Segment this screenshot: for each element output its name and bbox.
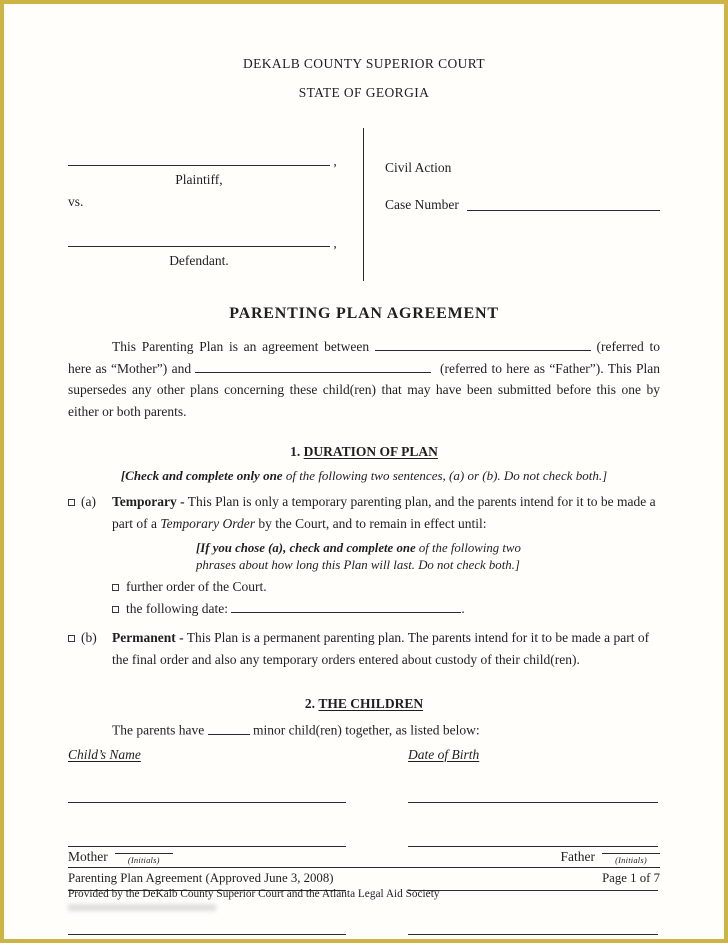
- child-dob-field[interactable]: [408, 921, 658, 935]
- father-initials-group: [561, 840, 661, 865]
- section1-number: 1.: [290, 444, 301, 459]
- option-b-label: (b): [81, 630, 97, 645]
- children-count-sentence: [68, 721, 660, 739]
- caption-case-info: [364, 128, 660, 281]
- court-name: DEKALB COUNTY SUPERIOR COURT: [242, 56, 486, 71]
- section1-title: DURATION OF PLAN: [303, 444, 438, 459]
- note-bold: [If you chose (a), check and complete one: [196, 541, 416, 555]
- section1-instruction: [68, 468, 660, 484]
- option-a-label: (a): [81, 494, 96, 509]
- children-count-field[interactable]: [208, 721, 250, 735]
- sub-option-date: [112, 598, 660, 620]
- comma: ,: [333, 153, 337, 169]
- intro-paragraph: [68, 336, 660, 422]
- option-a-text-2: by the Court, and to remain in effect until:: [255, 516, 487, 531]
- date-period: .: [461, 601, 465, 616]
- temporary-order-emphasis: Temporary Order: [160, 516, 255, 531]
- children-table-headers: [68, 747, 660, 763]
- defendant-name-line: [68, 234, 363, 252]
- page-content: [68, 4, 660, 939]
- date-checkbox[interactable]: [112, 606, 119, 613]
- child-dob-field[interactable]: [408, 789, 658, 803]
- date-label: the following date:: [126, 601, 228, 616]
- comma: ,: [333, 235, 337, 250]
- watermark: [68, 904, 216, 911]
- plaintiff-name-field[interactable]: [68, 152, 330, 166]
- intro-text-3: (referred to here as “Father”). This Plan supersedes any other plans concerning these child(ren) that may have been submitted before this one by either or both parents.: [68, 360, 661, 419]
- date-of-birth-header: Date of Birth: [408, 746, 480, 762]
- state-name: STATE OF GEORGIA: [298, 85, 430, 100]
- instruction-bold: [Check and complete only one: [120, 468, 283, 483]
- father-initials-field[interactable]: [602, 840, 660, 854]
- doc-title-footer: Parenting Plan Agreement (Approved June 3, 2008): [68, 871, 334, 885]
- further-order-label: further order of the Court.: [126, 579, 267, 594]
- mother-initials-group: [68, 840, 173, 865]
- case-caption: [68, 128, 660, 281]
- instruction-rest: of the following two sentences, (a) or (b). Do not check both.]: [282, 468, 608, 483]
- civil-action-label: Civil Action: [385, 160, 452, 175]
- mother-name-field[interactable]: [375, 338, 591, 352]
- option-b-block: [68, 627, 660, 671]
- vs-label: vs.: [68, 193, 84, 209]
- intro-text-1: This Parenting Plan is an agreement between: [112, 339, 370, 354]
- case-number-field[interactable]: [467, 197, 660, 211]
- case-number-label: Case Number: [385, 197, 459, 212]
- father-initials-block: [602, 840, 660, 865]
- child-name-field[interactable]: [68, 921, 346, 935]
- date-field[interactable]: [231, 600, 461, 614]
- initials-row: [68, 840, 660, 865]
- option-b-marker: [68, 627, 97, 649]
- intro-text-2: (referred to here as “Mother”) and: [68, 339, 660, 376]
- note-rest: of the following two phrases about how long this Plan will last. Do not check both.]: [196, 541, 521, 572]
- child-name-field[interactable]: [68, 789, 346, 803]
- father-name-field[interactable]: [195, 359, 431, 373]
- section2-title: THE CHILDREN: [318, 696, 424, 711]
- section2-heading: [68, 696, 660, 712]
- sub-option-further-order: [112, 576, 660, 598]
- mother-label: Mother: [68, 849, 108, 864]
- court-header: [68, 56, 660, 101]
- footer-divider: [68, 867, 660, 868]
- child-name-header: Child’s Name: [68, 746, 141, 762]
- mother-initials-field[interactable]: [115, 840, 173, 854]
- further-order-checkbox[interactable]: [112, 584, 119, 591]
- option-a-checkbox[interactable]: [68, 499, 75, 506]
- mother-initials-block: [115, 840, 173, 865]
- option-b-lead: Permanent -: [112, 630, 184, 645]
- section1-heading: [68, 444, 660, 460]
- case-number-row: [385, 197, 660, 213]
- option-b-text: This Plan is a permanent parenting plan. The parents intend for it to be made a part of the final order and also any temporary orders entered about custody of their child(ren).: [112, 630, 650, 667]
- child-row: [68, 789, 660, 807]
- page-number: Page 1 of 7: [602, 871, 660, 885]
- option-b-checkbox[interactable]: [68, 635, 75, 642]
- plaintiff-label: Plaintiff,: [175, 171, 223, 187]
- doc-info-row: [68, 871, 660, 886]
- option-a-block: [68, 491, 660, 535]
- father-initials-caption: (Initials): [615, 855, 647, 865]
- section2-number: 2.: [304, 696, 316, 711]
- document-title: PARENTING PLAN AGREEMENT: [229, 305, 499, 322]
- caption-parties: [68, 128, 364, 281]
- child-row: [68, 921, 660, 939]
- father-label: Father: [560, 849, 595, 864]
- option-a-note: [196, 540, 550, 573]
- children-sentence-end: minor child(ren) together, as listed below:: [252, 722, 480, 738]
- option-a-marker: [68, 491, 96, 513]
- defendant-name-field[interactable]: [68, 234, 330, 248]
- children-sentence-start: The parents have: [112, 722, 205, 738]
- page-footer: [68, 840, 660, 911]
- plaintiff-name-line: [68, 152, 363, 170]
- defendant-label: Defendant.: [169, 253, 229, 268]
- option-a-lead: Temporary -: [112, 494, 185, 509]
- provided-by-line: Provided by the DeKalb County Superior Court and the Atlanta Legal Aid Society: [68, 888, 440, 900]
- mother-initials-caption: (Initials): [127, 855, 160, 865]
- option-a-text-1: This Plan is only a temporary parenting plan, and the parents intend for it to be made a part of a: [112, 494, 656, 531]
